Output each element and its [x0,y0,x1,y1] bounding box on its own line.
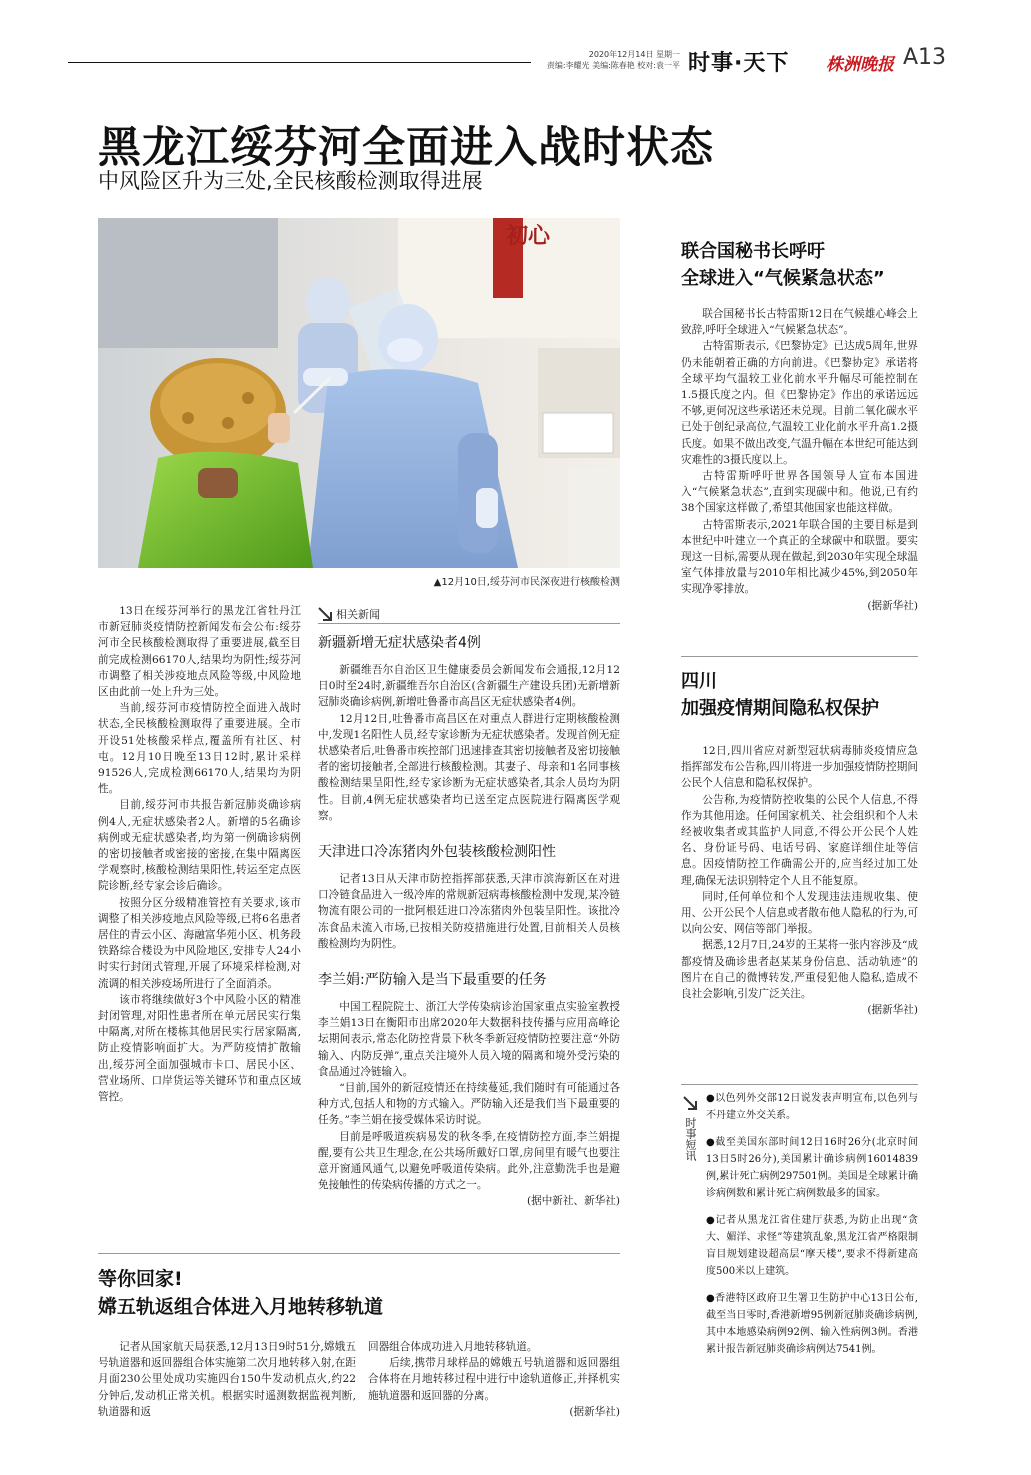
article-source: (据中新社、新华社) [526,1195,620,1208]
change-col-2 [368,1339,620,1420]
page-number: A13 [903,45,947,70]
related-item-title: 李兰娟:严防输入是当下最重要的任务 [318,972,547,989]
related-paragraph: 中国工程院院士、浙江大学传染病诊治国家重点实验室教授李兰娟13日在衡阳市出席2020年大数据科技传播与应用高峰论坛期间表示,常态化防控背景下秋冬季新冠疫情防控要注意“外防输入、内防反弹”,重点关注境外人员入境的隔离和境外受污染的食品通过冷链输入。 [318,1001,620,1078]
brief-item: ●记者从黑龙江省住建厅获悉,为防止出现“贪大、媚洋、求怪”等建筑乱象,黑龙江省严格限制盲目规划建设超高层“摩天楼”,要求不得新建高度500米以上建筑。 [706,1215,918,1277]
lead-paragraph: 目前,绥芬河市共报告新冠肺炎确诊病例4人,无症状感染者2人。新增的5名确诊病例或无症状感染者,均为第一例确诊病例的密切接触者或密接的密接,在集中隔离医学观察时,核酸检测结果阳性,转运至定点医院诊断,经专家会诊后确诊。 [98,799,301,893]
related-paragraph: “目前,国外的新冠疫情还在持续蔓延,我们随时有可能通过各种方式,包括人和物的方式输入。严防输入还是我们当下最重要的任务。”李兰娟在接受媒体采访时说。 [318,1082,620,1127]
briefs-tag-label: 时事短讯 [684,1117,697,1161]
sichuan-rule [681,656,918,657]
related-paragraph: 目前是呼吸道疾病易发的秋冬季,在疫情防控方面,李兰娟提醒,要有公共卫生理念,在公共场所戴好口罩,房间里有暖气也要注意开窗通风通气,以避免呼吸道传染病。此外,注意勤洗手也是避免接触性的传染病传播的方式之一。 [318,1130,620,1192]
un-headline-line: 全球进入“气候紧急状态” [681,268,885,289]
brief-item: ●香港特区政府卫生署卫生防护中心13日公布,截至当日零时,香港新增95例新冠肺炎确诊病例,其中本地感染病例92例、输入性病例3例。香港累计报告新冠肺炎确诊病例达7541例。 [706,1293,918,1355]
masthead-rule [68,62,531,63]
lead-photo-caption: ▲12月10日,绥芬河市民深夜进行核酸检测 [433,577,620,588]
un-headline [681,238,941,292]
brief-item: ●截至美国东部时间12日16时26分(北京时间13日5时26分),美国累计确诊病例16014839例,累计死亡病例297501例。美国是全球累计确诊病例数和累计死亡病例数最多的国家。 [706,1137,918,1199]
un-paragraph: 古特雷斯表示,2021年联合国的主要目标是到本世纪中叶建立一个真正的全球碳中和联盟。要实现这一目标,需要从现在做起,到2030年实现全球温室气体排放量与2010年相比减少45%,到2050年实现净零排放。 [681,518,918,596]
change-paragraph: 回器组合体成功进入月地转移轨道。 [368,1341,538,1353]
lead-headline: 黑龙江绥芬河全面进入战时状态 [98,123,714,173]
related-item-body [318,999,620,1210]
sichuan-headline [681,668,941,722]
lead-paragraph: 按照分区分级精准管控有关要求,该市调整了相关涉疫地点风险等级,已将6名患者居住的青云小区、海融富华苑小区、机务段铁路综合楼设为中风险地区,安排专人24小时实行封闭式管理,开展了环境采样检测,对流调的相关涉疫场所进行了全面消杀。 [98,896,301,990]
wall-banner-text: 初心 [506,223,551,249]
sichuan-headline-line: 四川 [681,671,717,692]
lead-subhead: 中风险区升为三处,全民核酸检测取得进展 [98,169,483,193]
related-paragraph: 12月12日,吐鲁番市高昌区在对重点人群进行定期核酸检测中,发现1名阳性人员,经专家诊断为无症状感染者。发现首例无症状感染者后,吐鲁番市疾控部门迅速排查其密切接触者及密切接触者的密切接触者,全部进行核酸检测。其妻子、母亲和1名同事核酸检测结果呈阳性,经专家诊断为无症状感染者,其余人员均为阴性。目前,4例无症状感染者均已送至定点医院进行隔离医学观察。 [318,712,620,822]
change-headline [98,1265,620,1321]
article-source: (据新华社) [867,1004,918,1017]
arrow-icon [318,607,332,621]
lead-photo [98,218,620,568]
change-paragraph: 后续,携带月球样品的嫦娥五号轨道器和返回器组合体将在月地转移过程中进行中途轨道修正,并择机实施轨道器和返回器的分离。 [368,1357,620,1402]
related-item-body [318,662,620,824]
arrow-icon [683,1096,697,1110]
editors-line: 责编:李耀光 美编:陈春艳 校对:袁一平 [546,61,680,70]
article-source: (据新华社) [867,599,918,612]
sichuan-paragraph: 据悉,12月7日,24岁的王某将一张内容涉及“成都疫情及确诊患者赵某某身份信息、活动轨迹”的图片在自己的微博转发,严重侵犯他人隐私,造成不良社会影响,引发广泛关注。 [681,939,918,1001]
change-paragraph: 记者从国家航天局获悉,12月13日9时51分,嫦娥五号轨道器和返回器组合体实施第二次月地转移入射,在距月面230公里处成功实施四台150牛发动机点火,约22分钟后,发动机正常关机。根据实时遥测数据监视判断,轨道器和返 [98,1341,356,1418]
sichuan-paragraph: 同时,任何单位和个人发现违法违规收集、使用、公开公民个人信息或者散布他人隐私的行为,可以向公安、网信等部门举报。 [681,890,918,936]
related-news-tag [318,606,380,622]
related-rule [318,623,620,624]
change-headline-line: 嫦五轨返组合体进入月地转移轨道 [98,1296,384,1318]
un-paragraph: 古特雷斯呼吁世界各国领导人宣布本国进入“气候紧急状态”,直到实现碳中和。他说,已有约38个国家这样做了,希望其他国家也能这样做。 [681,470,918,515]
lead-paragraph: 当前,绥芬河市疫情防控全面进入战时状态,全民核酸检测取得了重要进展。全市开设51处核酸采样点,覆盖所有社区、村屯。12月10日晚至13日12时,累计采样91526人,完成检测66170人,结果均为阴性。 [98,702,301,796]
related-news-label: 相关新闻 [336,608,380,621]
un-headline-line: 联合国秘书长呼吁 [681,241,825,262]
related-paragraph: 新疆维吾尔自治区卫生健康委员会新闻发布会通报,12月12日0时至24时,新疆维吾尔自治区(含新疆生产建设兵团)无新增新冠肺炎确诊病例,新增吐鲁番市高昌区无症状感染者4例。 [318,664,620,709]
section-title: 时事·天下 [688,51,790,76]
article-source: (据新华社) [569,1405,620,1418]
date-line: 2020年12月14日 星期一 [588,50,680,59]
sichuan-paragraph: 公告称,为疫情防控收集的公民个人信息,不得作为其他用途。任何国家机关、社会组织和个人未经被收集者或其监护人同意,不得公开公民个人姓名、身份证号码、电话号码、家庭详细住址等信息。因疫情防控工作确需公开的,应当经过加工处理,确保无法识别特定个人且不能复原。 [681,793,918,887]
un-article-body [681,306,918,614]
sichuan-article-body [681,743,918,1018]
brief-item: ●以色列外交部12日说发表声明宣布,以色列与不丹建立外交关系。 [706,1093,918,1121]
related-paragraph: 记者13日从天津市防控指挥部获悉,天津市滨海新区在对进口冷链食品进入一级冷库的常规新冠病毒核酸检测中发现,某冷链物流有限公司的一批阿根廷进口冷冻猪肉外包装呈阳性。该批冷冻食品未流入市场,已按相关防疫措施进行处置,目前相关人员核酸检测均为阴性。 [318,873,620,950]
related-item-title: 天津进口冷冻猪肉外包装核酸检测阳性 [318,844,556,861]
briefs-tag [681,1096,699,1161]
briefs-list [706,1090,918,1368]
testing-scene-image [98,218,620,568]
lead-paragraph: 该市将继续做好3个中风险小区的精准封闭管理,对阳性患者所在单元居民实行集中隔离,对所在楼栋其他居民实行居家隔离,防止疫情影响面扩大。为严防疫情扩散输出,绥芬河全面加强城市卡口、居民小区、营业场所、口岸货运等关键环节和重点区域管控。 [98,993,301,1104]
masthead-date [530,49,680,71]
lead-article-body [98,603,301,1105]
change-col-1 [98,1339,356,1420]
lead-paragraph: 13日在绥芬河举行的黑龙江省牡丹江市新冠肺炎疫情防控新闻发布会公布:绥芬河市全民核酸检测取得了重要进展,截至目前完成检测66170人,结果均为阴性;绥芬河市调整了相关涉疫地点风险等级,中风险地区由此前一处上升为三处。 [98,605,301,699]
change-headline-line: 等你回家! [98,1268,183,1290]
un-paragraph: 联合国秘书长古特雷斯12日在气候雄心峰会上致辞,呼吁全球进入“气候紧急状态”。 [681,308,918,337]
sichuan-headline-line: 加强疫情期间隐私权保护 [681,698,879,719]
sichuan-paragraph: 12日,四川省应对新型冠状病毒肺炎疫情应急指挥部发布公告称,四川将进一步加强疫情防控期间公民个人信息和隐私权保护。 [681,745,918,790]
related-item-body [318,871,620,952]
briefs-rule [681,1084,918,1085]
un-paragraph: 古特雷斯表示,《巴黎协定》已达成5周年,世界仍未能朝着正确的方向前进。《巴黎协定》承诺将全球平均气温较工业化前水平升幅尽可能控制在1.5摄氏度之内。但《巴黎协定》作出的承诺远远不够,更何况这些承诺还未兑现。目前二氧化碳水平已处于创纪录高位,气温较工业化前水平升高1.2摄氏度。如果不做出改变,气温升幅在本世纪可能达到灾难性的3摄氏度以上。 [681,340,918,466]
change-rule [98,1253,620,1254]
newspaper-logo: 株洲晚报 [826,55,894,75]
related-item-title: 新疆新增无症状感染者4例 [318,635,481,651]
related-news-column [318,632,620,1210]
